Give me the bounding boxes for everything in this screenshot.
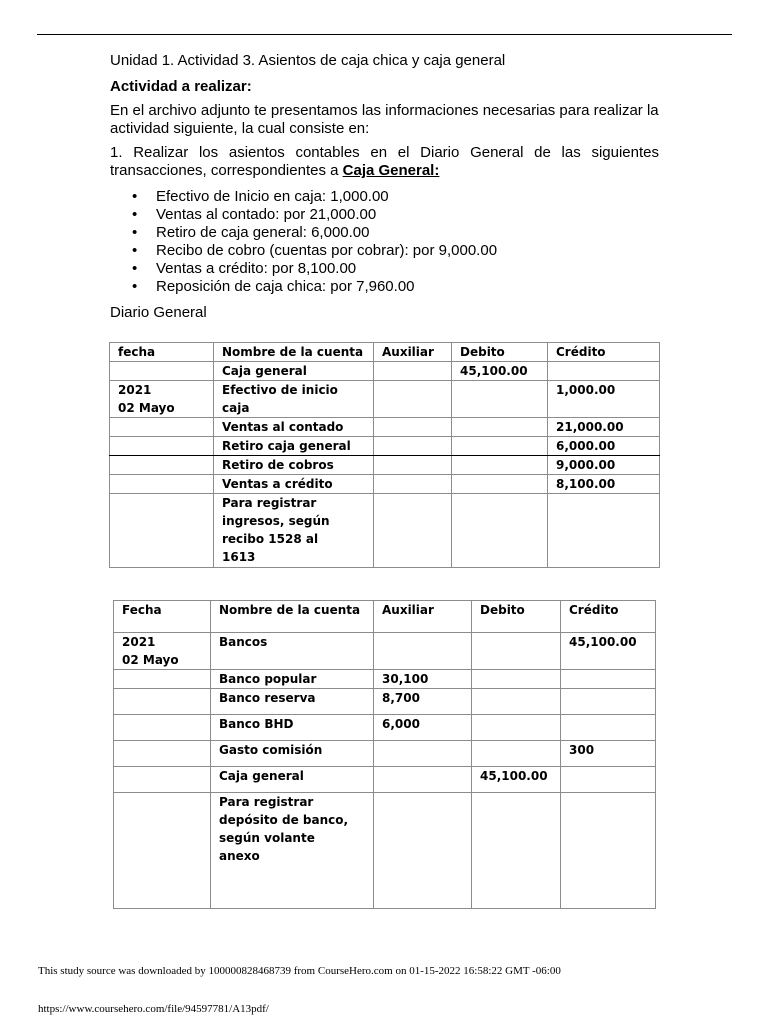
- table-cell: 21,000.00: [548, 418, 660, 437]
- download-notice: This study source was downloaded by 100000828468739 from CourseHero.com on 01-15-2022 16:58:22 GMT -06:00: [38, 965, 561, 977]
- table-cell: [472, 689, 561, 715]
- table-row: [114, 741, 656, 767]
- table-cell: [110, 418, 214, 437]
- task-text: 1. Realizar los asientos contables en el Diario General de las siguientes transacciones, correspondientes a: [110, 144, 659, 179]
- list-item: • Ventas a crédito: por 8,100.00: [156, 260, 659, 278]
- table-cell: Bancos: [211, 633, 374, 670]
- table-cell: [114, 767, 211, 793]
- table-cell: Retiro de cobros: [214, 456, 374, 475]
- table-cell: 30,100: [374, 670, 472, 689]
- table-row: [114, 633, 656, 670]
- table-row: [110, 362, 660, 381]
- header-cell: fecha: [110, 343, 214, 362]
- table-cell: [110, 362, 214, 381]
- table-cell: 45,100.00: [452, 362, 548, 381]
- table-cell: [374, 767, 472, 793]
- table-row: [110, 494, 660, 568]
- table-cell: [374, 741, 472, 767]
- table-cell: [548, 494, 660, 568]
- header-cell: Auxiliar: [374, 343, 452, 362]
- task-paragraph: [110, 144, 659, 180]
- table-cell: 8,100.00: [548, 475, 660, 494]
- table-row: [110, 475, 660, 494]
- table-cell: 45,100.00: [561, 633, 656, 670]
- table-cell: 2021 02 Mayo: [110, 381, 214, 418]
- table-cell: [452, 456, 548, 475]
- table-cell: [110, 437, 214, 456]
- table-row: [110, 437, 660, 456]
- table-cell: Para registrar ingresos, según recibo 1528 al 1613: [214, 494, 374, 568]
- list-item: • Recibo de cobro (cuentas por cobrar): por 9,000.00: [156, 242, 659, 260]
- header-cell: Debito: [472, 601, 561, 633]
- table-cell: Caja general: [214, 362, 374, 381]
- diario-general-label: Diario General: [110, 304, 207, 321]
- list-item: • Retiro de caja general: 6,000.00: [156, 224, 659, 242]
- table-cell: Ventas al contado: [214, 418, 374, 437]
- table-cell: Ventas a crédito: [214, 475, 374, 494]
- list-item: • Efectivo de Inicio en caja: 1,000.00: [156, 188, 659, 206]
- table-cell: [452, 494, 548, 568]
- table-cell: [374, 418, 452, 437]
- table-cell: [561, 689, 656, 715]
- table-cell: Banco popular: [211, 670, 374, 689]
- table-cell: [374, 494, 452, 568]
- table-row: [114, 670, 656, 689]
- table-cell: 8,700: [374, 689, 472, 715]
- header-cell: Auxiliar: [374, 601, 472, 633]
- header-cell: Nombre de la cuenta: [214, 343, 374, 362]
- table-cell: [452, 437, 548, 456]
- table-cell: [561, 670, 656, 689]
- table-cell: Banco reserva: [211, 689, 374, 715]
- table-cell: Efectivo de inicio caja: [214, 381, 374, 418]
- task-emphasis: Caja General:: [342, 162, 440, 179]
- table-cell: [114, 741, 211, 767]
- table-row: [110, 456, 660, 475]
- table-row: [110, 418, 660, 437]
- table-cell: Gasto comisión: [211, 741, 374, 767]
- table-cell: [374, 381, 452, 418]
- table-cell: [472, 741, 561, 767]
- table-cell: [472, 793, 561, 909]
- activity-heading: Actividad a realizar:: [110, 78, 252, 95]
- table-cell: [452, 381, 548, 418]
- table-cell: 45,100.00: [472, 767, 561, 793]
- table-cell: [561, 715, 656, 741]
- intro-paragraph: En el archivo adjunto te presentamos las informaciones necesarias para realizar la actividad siguiente, la cual consiste en:: [110, 102, 659, 137]
- table-cell: [114, 670, 211, 689]
- table-cell: 6,000: [374, 715, 472, 741]
- table-cell: Para registrar depósito de banco, según volante anexo: [211, 793, 374, 909]
- table-cell: [110, 475, 214, 494]
- header-cell: Crédito: [561, 601, 656, 633]
- header-cell: Debito: [452, 343, 548, 362]
- list-item: • Ventas al contado: por 21,000.00: [156, 206, 659, 224]
- table-cell: [472, 670, 561, 689]
- table-cell: [452, 475, 548, 494]
- table-cell: [561, 793, 656, 909]
- table-cell: [110, 456, 214, 475]
- table-cell: [110, 494, 214, 568]
- table-cell: [374, 475, 452, 494]
- table-cell: [452, 418, 548, 437]
- table-cell: [472, 633, 561, 670]
- table-cell: [374, 437, 452, 456]
- journal-table-caja-general: [109, 342, 660, 568]
- table-cell: [548, 362, 660, 381]
- header-cell: Fecha: [114, 601, 211, 633]
- table-cell: 1,000.00: [548, 381, 660, 418]
- table-cell: [114, 689, 211, 715]
- table-cell: 9,000.00: [548, 456, 660, 475]
- table-row: [114, 689, 656, 715]
- top-rule: [37, 34, 732, 35]
- table-row: [114, 767, 656, 793]
- document-title: Unidad 1. Actividad 3. Asientos de caja chica y caja general: [110, 52, 506, 69]
- source-url: https://www.coursehero.com/file/94597781/A13pdf/: [38, 1003, 269, 1015]
- header-cell: Nombre de la cuenta: [211, 601, 374, 633]
- table-cell: 6,000.00: [548, 437, 660, 456]
- table-cell: [374, 456, 452, 475]
- table-cell: [114, 715, 211, 741]
- table-cell: Retiro caja general: [214, 437, 374, 456]
- table-cell: [374, 362, 452, 381]
- table-cell: Caja general: [211, 767, 374, 793]
- table-row: [114, 715, 656, 741]
- table-row: [114, 793, 656, 909]
- list-item: • Reposición de caja chica: por 7,960.00: [156, 278, 659, 296]
- header-cell: Crédito: [548, 343, 660, 362]
- table-cell: 300: [561, 741, 656, 767]
- table-cell: [374, 793, 472, 909]
- table-cell: [114, 793, 211, 909]
- table-header-row: [114, 601, 656, 633]
- document-body: [110, 50, 659, 322]
- table-cell: Banco BHD: [211, 715, 374, 741]
- journal-table-bancos: [113, 600, 656, 909]
- table-row: [110, 381, 660, 418]
- table-header-row: [110, 343, 660, 362]
- table-cell: [472, 715, 561, 741]
- table-cell: 2021 02 Mayo: [114, 633, 211, 670]
- table-cell: [561, 767, 656, 793]
- table-cell: [374, 633, 472, 670]
- transaction-list: [110, 188, 659, 296]
